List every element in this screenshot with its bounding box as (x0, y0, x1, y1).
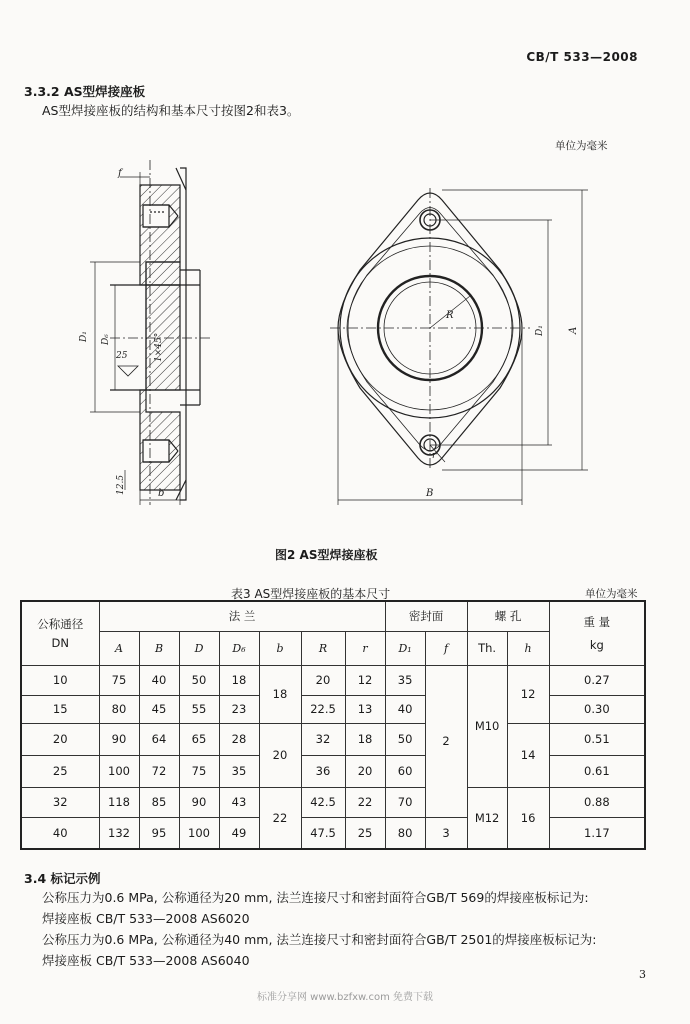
header-dn: 公称通径 DN (21, 601, 99, 665)
page-number: 3 (639, 968, 646, 981)
header-dh: D₆ (219, 631, 259, 665)
header-f: f (425, 631, 467, 665)
merged-th-m12: M12 (467, 787, 507, 849)
table-title: 表3 AS型焊接座板的基本尺寸 (231, 587, 391, 601)
header-b-col: B (139, 631, 179, 665)
table-row: 10 75 40 50 18 18 20 12 35 2 M10 12 0.27 (21, 665, 645, 695)
label-chamfer: 1×45° (154, 332, 164, 362)
section-332-intro: AS型焊接座板的结构和基本尺寸按图2和表3。 (42, 103, 300, 118)
label-a: A (568, 326, 579, 334)
label-r-big: R (446, 310, 454, 321)
header-b-thick: b (259, 631, 301, 665)
table-unit-note: 单位为毫米 (585, 588, 638, 600)
label-b-width: B (426, 488, 434, 499)
header-r-small: r (345, 631, 385, 665)
header-h: h (507, 631, 549, 665)
label-weld: 12.5 (116, 474, 126, 495)
table-row: 15 80 45 55 23 22.5 13 40 0.30 (21, 695, 645, 723)
header-th: Th. (467, 631, 507, 665)
marking-code-2: 焊接座板 CB/T 533—2008 AS6040 (42, 953, 250, 968)
marking-code-1: 焊接座板 CB/T 533—2008 AS6020 (42, 911, 250, 926)
label-dh: D₆ (101, 334, 111, 345)
header-flange: 法 兰 (99, 601, 385, 631)
header-d: D (179, 631, 219, 665)
figure-2-drawing (0, 150, 690, 520)
merged-h-14: 14 (507, 723, 549, 787)
merged-h-16: 16 (507, 787, 549, 849)
table-row: 40 132 95 100 49 47.5 25 80 3 1.17 (21, 817, 645, 849)
merged-f-2: 2 (425, 665, 467, 817)
header-d1: D₁ (385, 631, 425, 665)
label-angle: 25 (116, 351, 128, 361)
merged-b-20: 20 (259, 723, 301, 787)
merged-h-12: 12 (507, 665, 549, 723)
merged-b-22: 22 (259, 787, 301, 849)
marking-example-1: 公称压力为0.6 MPa, 公称通径为20 mm, 法兰连接尺寸和密封面符合GB/T 569的焊接座板标记为: (42, 890, 589, 905)
label-d1-right: D₁ (535, 325, 545, 336)
figure-caption: 图2 AS型焊接座板 (275, 548, 378, 562)
marking-example-2: 公称压力为0.6 MPa, 公称通径为40 mm, 法兰连接尺寸和密封面符合GB/T 2501的焊接座板标记为: (42, 932, 597, 947)
label-r-small: r (432, 451, 437, 461)
section-332-heading: 3.3.2 AS型焊接座板 (24, 84, 146, 99)
header-a: A (99, 631, 139, 665)
label-b: b (158, 488, 165, 499)
figure-unit-note: 单位为毫米 (555, 140, 608, 152)
section-34-heading: 3.4 标记示例 (24, 871, 101, 886)
table-row: 25 100 72 75 35 36 20 60 0.61 (21, 755, 645, 787)
label-d1: D₁ (79, 331, 89, 342)
dimension-table (20, 600, 646, 850)
header-weight: 重 量 kg (549, 601, 645, 665)
table-row: 32 118 85 90 43 22 42.5 22 70 M12 16 0.88 (21, 787, 645, 817)
front-view (330, 188, 588, 505)
merged-th-m10: M10 (467, 665, 507, 787)
header-bolt: 螺 孔 (467, 601, 549, 631)
table-row: 20 90 64 65 28 20 32 18 50 14 0.51 (21, 723, 645, 755)
section-view (90, 160, 210, 505)
standard-code: CB/T 533—2008 (526, 50, 638, 64)
header-r-big: R (301, 631, 345, 665)
merged-b-18: 18 (259, 665, 301, 723)
merged-f-3: 3 (425, 817, 467, 849)
label-f: f (118, 168, 122, 179)
watermark: 标准分享网 www.bzfxw.com 免费下载 (257, 992, 433, 1003)
header-seal: 密封面 (385, 601, 467, 631)
